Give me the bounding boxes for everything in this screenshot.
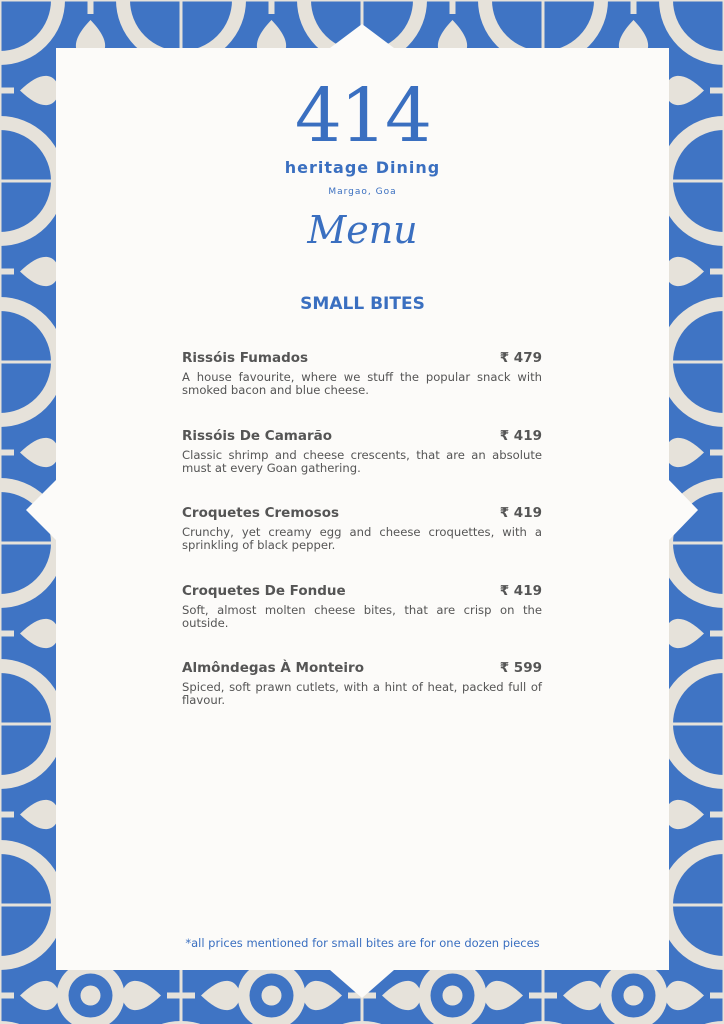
brand-location: Margao, Goa [328, 187, 397, 197]
item-name: Croquetes Cremosos [182, 505, 340, 521]
item-description: Crunchy, yet creamy egg and cheese croquettes, with a sprinkling of black pepper. [182, 525, 542, 552]
item-price: ₹ 599 [499, 660, 542, 676]
menu-items-list [182, 350, 542, 738]
menu-title: Menu [307, 208, 418, 252]
menu-item [182, 660, 542, 738]
item-description: Spiced, soft prawn cutlets, with a hint of heat, packed full of flavour. [182, 680, 542, 707]
menu-content [56, 48, 669, 970]
item-name: Croquetes De Fondue [182, 582, 346, 599]
price-footnote: *all prices mentioned for small bites are for one dozen pieces [185, 936, 540, 950]
item-name: Almôndegas À Monteiro [182, 660, 364, 676]
item-description: A house favourite, where we stuff the popular snack with smoked bacon and blue cheese. [182, 370, 542, 397]
menu-item [182, 428, 542, 506]
item-description: Soft, almost molten cheese bites, that are crisp on the outside. [182, 602, 542, 630]
item-price: ₹ 419 [499, 505, 542, 521]
menu-item [182, 583, 542, 661]
item-price: ₹ 419 [499, 582, 542, 599]
brand-number: 414 [294, 73, 431, 159]
item-description: Classic shrimp and cheese crescents, that are an absolute must at every Goan gathering. [182, 447, 542, 475]
item-name: Rissóis Fumados [182, 350, 309, 366]
item-price: ₹ 419 [499, 427, 542, 444]
item-name: Rissóis De Camarão [182, 427, 333, 444]
section-title: SMALL BITES [300, 294, 425, 314]
brand-name: heritage Dining [284, 158, 441, 177]
menu-item [182, 505, 542, 583]
menu-item [182, 350, 542, 428]
item-price: ₹ 479 [499, 350, 542, 366]
